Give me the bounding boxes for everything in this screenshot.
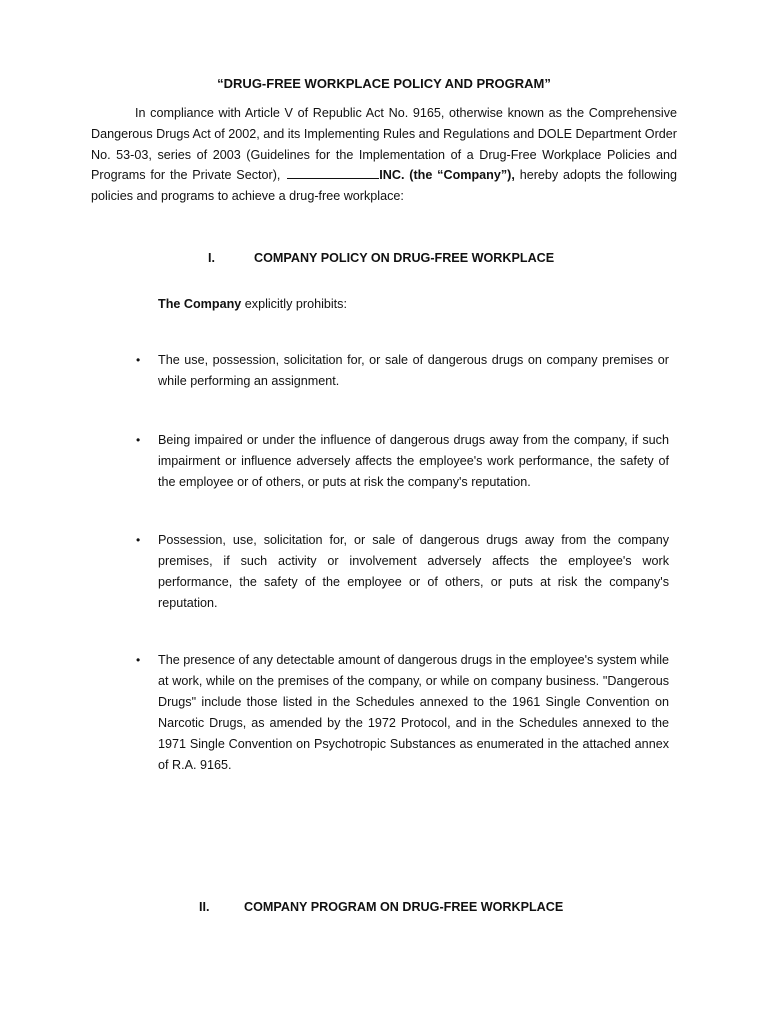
policy-bullet: [136, 650, 669, 776]
section-2-title: COMPANY PROGRAM ON DRUG-FREE WORKPLACE: [244, 900, 564, 914]
lead-company: The Company: [158, 297, 242, 311]
company-name-blank: [287, 166, 379, 179]
section-1-title: COMPANY POLICY ON DRUG-FREE WORKPLACE: [254, 251, 555, 265]
section-2-heading: [199, 900, 563, 914]
policy-bullet: [136, 530, 669, 614]
policy-bullet: [136, 350, 669, 392]
prohibits-lead: [158, 297, 347, 311]
policy-bullet: [136, 430, 669, 493]
bullet-icon: •: [136, 533, 141, 547]
section-2-number: II.: [199, 900, 210, 914]
lead-text: explicitly prohibits:: [244, 297, 347, 311]
intro-text-after: hereby adopts the following policies and programs to achieve a drug-free workplace:: [91, 168, 678, 204]
bullet-text: The presence of any detectable amount of dangerous drugs in the employee's system while at work, while on the premises of the company, or while on company business. "Dangerous Drugs" include those listed in the Schedules annexed to the 1961 Single Convention on Narcotic Drugs, as amended by the 1972 Protocol, and in the Schedules annexed to the 1971 Single Convention on Psychotropic Substances as enumerated in the attached annex of R.A. 9165.: [158, 653, 669, 772]
bullet-icon: •: [136, 433, 141, 447]
section-1-number: I.: [208, 251, 215, 265]
intro-text: In compliance with Article V of Republic Act No. 9165, otherwise known as the Comprehensive Dangerous Drugs Act of 2002, and its Implementing Rules and Regulations and DOLE Department Order No. 53-03, series of 2003 (Guidelines for the Implementation of a Drug-Free Workplace Policies and Programs for the Private Sector),: [91, 106, 677, 183]
company-label: INC. (the “Company”),: [379, 168, 515, 183]
bullet-icon: •: [136, 653, 141, 667]
bullet-icon: •: [136, 353, 141, 367]
document-title: “DRUG-FREE WORKPLACE POLICY AND PROGRAM”: [217, 76, 551, 91]
bullet-text: Being impaired or under the influence of dangerous drugs away from the company, if such impairment or influence adversely affects the employee's work performance, the safety of the employee or of others, or puts at risk the company's reputation.: [158, 433, 669, 489]
intro-paragraph: [91, 103, 677, 207]
section-1-heading: [208, 251, 554, 265]
bullet-text: The use, possession, solicitation for, or sale of dangerous drugs on company premises or while performing an assignment.: [158, 353, 669, 388]
bullet-text: Possession, use, solicitation for, or sale of dangerous drugs away from the company premises, if such activity or involvement adversely affects the employee's work performance, the safety of the employee or of others, or puts at risk the company's reputation.: [158, 533, 669, 610]
